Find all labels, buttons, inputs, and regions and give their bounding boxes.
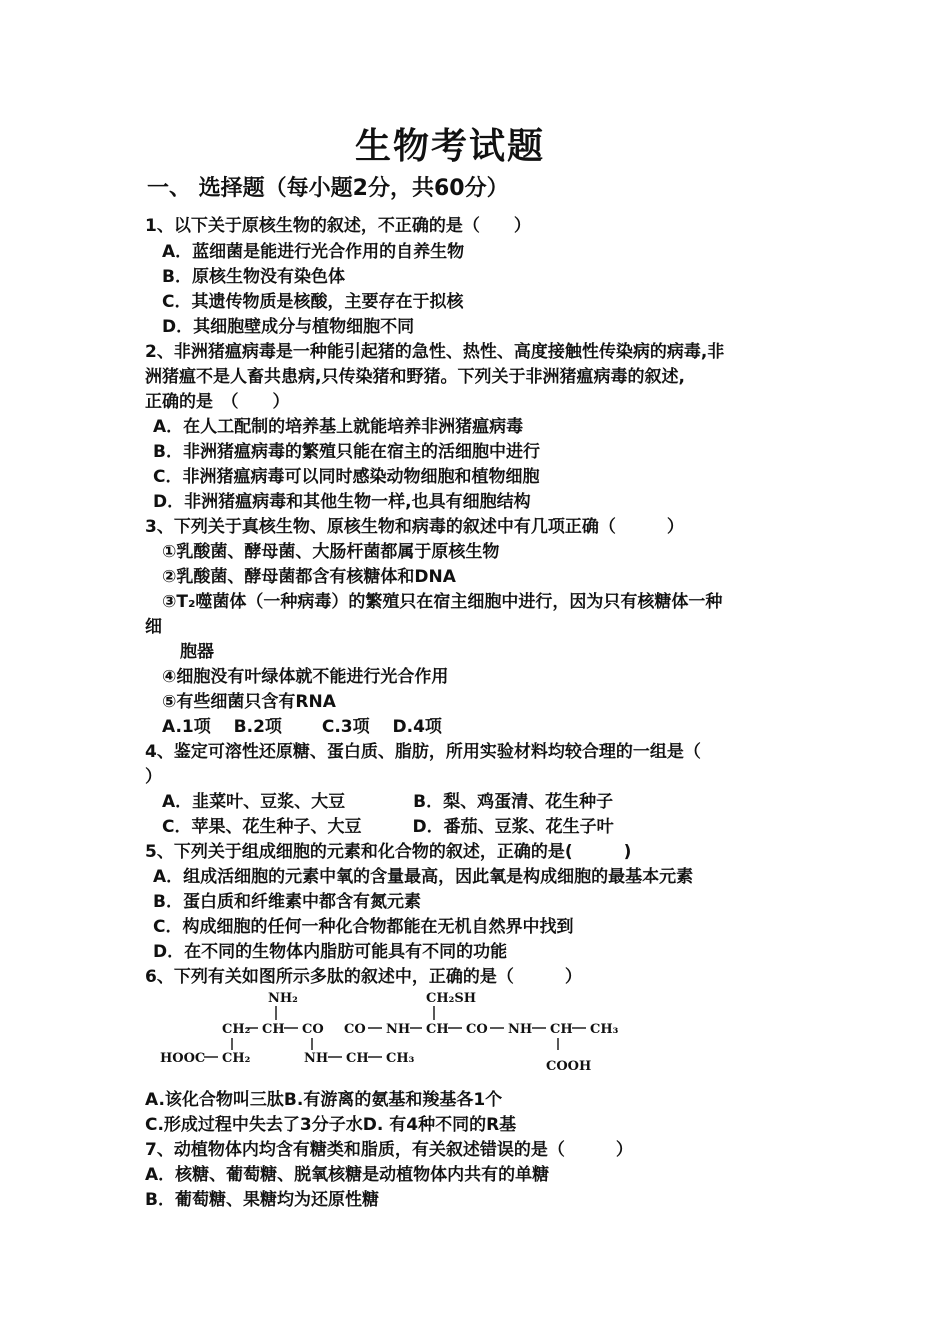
q5-stem: 5、下列关于组成细胞的元素和化合物的叙述，正确的是( ) <box>145 842 632 862</box>
q6-stem: 6、下列有关如图所示多肽的叙述中，正确的是（ ） <box>145 967 582 987</box>
struct-ch-c: CH <box>550 1022 573 1037</box>
struct-co-a: CO <box>302 1022 324 1037</box>
struct-hooc: HOOC <box>160 1051 206 1066</box>
q2-option-a: A．在人工配制的培养基上就能培养非洲猪瘟病毒 <box>153 417 524 437</box>
q4-options-ab: A．韭菜叶、豆浆、大豆 B．梨、鸡蛋清、花生种子 <box>162 792 614 812</box>
q3-item-2: ②乳酸菌、酵母菌都含有核糖体和DNA <box>162 567 456 587</box>
q3-stem: 3、下列关于真核生物、原核生物和病毒的叙述中有几项正确（ ） <box>145 517 684 537</box>
polypeptide-structure <box>158 990 628 1076</box>
struct-cooh: COOH <box>546 1059 592 1074</box>
struct-nh-c: NH <box>508 1022 533 1037</box>
q2-option-c: C．非洲猪瘟病毒可以同时感染动物细胞和植物细胞 <box>153 467 540 487</box>
q4-options-cd: C．苹果、花生种子、大豆 D．番茄、豆浆、花生子叶 <box>162 817 614 837</box>
q1-stem: 1、以下关于原核生物的叙述，不正确的是（ ） <box>145 216 531 236</box>
struct-nh-b: NH <box>386 1022 411 1037</box>
q4-stem-wrap: ） <box>145 767 162 787</box>
q6-options-cd: C.形成过程中失去了3分子水D. 有4种不同的R基 <box>145 1115 517 1135</box>
q7-option-a: A．核糖、葡萄糖、脱氧核糖是动植物体内共有的单糖 <box>145 1165 550 1185</box>
q2-option-d: D．非洲猪瘟病毒和其他生物一样,也具有细胞结构 <box>153 492 531 512</box>
q3-item-3-wrap2: 胞器 <box>180 642 214 662</box>
struct-ch3-c: CH₃ <box>590 1022 619 1037</box>
struct-ch2-b: CH₂ <box>222 1051 251 1066</box>
q5-option-b: B．蛋白质和纤维素中都含有氮元素 <box>153 892 421 912</box>
struct-ch3-d: CH₃ <box>386 1051 415 1066</box>
q3-item-5: ⑤有些细菌只含有RNA <box>162 692 336 712</box>
struct-ch-d: CH <box>346 1051 369 1066</box>
q2-stem-line1: 2、非洲猪瘟病毒是一种能引起猪的急性、热性、高度接触性传染病的病毒,非 <box>145 342 725 362</box>
q3-item-4: ④细胞没有叶绿体就不能进行光合作用 <box>162 667 449 687</box>
q3-item-1: ①乳酸菌、酵母菌、大肠杆菌都属于原核生物 <box>162 542 500 562</box>
q3-options: A.1项 B.2项 C.3项 D.4项 <box>162 717 442 737</box>
struct-ch2-a: CH₂ <box>222 1022 251 1037</box>
q4-stem: 4、鉴定可溶性还原糖、蛋白质、脂肪，所用实验材料均较合理的一组是（ <box>145 742 701 762</box>
q1-option-d: D．其细胞壁成分与植物细胞不同 <box>162 317 415 337</box>
q3-item-3-wrap: 细 <box>145 617 162 637</box>
struct-co-c: CO <box>466 1022 488 1037</box>
q3-item-3: ③T₂噬菌体（一种病毒）的繁殖只在宿主细胞中进行，因为只有核糖体一种 <box>162 592 723 612</box>
q1-option-b: B．原核生物没有染色体 <box>162 267 345 287</box>
q1-option-c: C．其遗传物质是核酸，主要存在于拟核 <box>162 292 464 312</box>
page-title: 生物考试题 <box>354 126 545 167</box>
q5-option-d: D．在不同的生物体内脂肪可能具有不同的功能 <box>153 942 508 962</box>
struct-co-b: CO <box>344 1022 366 1037</box>
q6-options-ab: A.该化合物叫三肽B.有游离的氨基和羧基各1个 <box>145 1090 503 1110</box>
q7-stem: 7、动植物体内均含有糖类和脂质，有关叙述错误的是（ ） <box>145 1140 633 1160</box>
struct-nh2: NH₂ <box>268 991 298 1006</box>
struct-ch-b: CH <box>426 1022 449 1037</box>
q7-option-b: B．葡萄糖、果糖均为还原性糖 <box>145 1190 379 1210</box>
section-heading: 一、 选择题（每小题2分，共60分） <box>147 176 509 201</box>
struct-nh-d: NH <box>304 1051 329 1066</box>
q5-option-a: A．组成活细胞的元素中氧的含量最高，因此氧是构成细胞的最基本元素 <box>153 867 694 887</box>
q2-stem-line3: 正确的是 （ ） <box>145 392 290 412</box>
q2-option-b: B．非洲猪瘟病毒的繁殖只能在宿主的活细胞中进行 <box>153 442 540 462</box>
q5-option-c: C．构成细胞的任何一种化合物都能在无机自然界中找到 <box>153 917 574 937</box>
struct-ch2sh: CH₂SH <box>426 991 476 1006</box>
q1-option-a: A．蓝细菌是能进行光合作用的自养生物 <box>162 242 465 262</box>
q2-stem-line2: 洲猪瘟不是人畜共患病,只传染猪和野猪。下列关于非洲猪瘟病毒的叙述, <box>145 367 685 387</box>
struct-ch-a: CH <box>262 1022 285 1037</box>
